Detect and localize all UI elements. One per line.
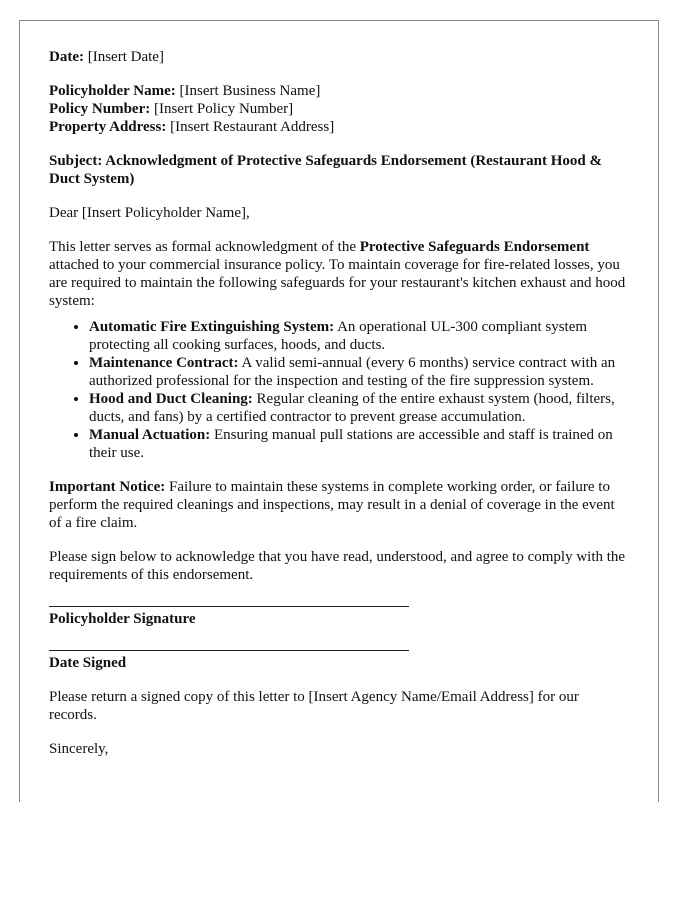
date-label: Date: [49,49,84,65]
policy-number-value: [Insert Policy Number] [150,101,294,117]
policyholder-value: [Insert Business Name] [175,83,321,99]
date-signed-line [49,650,409,651]
policyholder-signature-label: Policyholder Signature [49,611,196,627]
requirement-title: Automatic Fire Extinguishing System: [89,319,335,335]
notice-text: Failure to maintain these systems in complete working order, or failure to perform the required cleanings and inspections, may result in a denial of coverage in the event of a fire claim. [49,479,615,531]
requirement-title: Manual Actuation: [89,427,211,443]
policyholder-label: Policyholder Name: [49,83,176,99]
acknowledge-paragraph: Please sign below to acknowledge that you have read, understood, and agree to comply with the requirements of this endorsement. [49,549,626,583]
return-instructions: Please return a signed copy of this letter to [Insert Agency Name/Email Address] for our records. [49,689,579,723]
requirements-list [49,318,630,462]
date-value: [Insert Date] [83,49,164,65]
notice-label: Important Notice: [49,479,166,495]
policy-number-line [49,100,630,118]
policy-info [49,82,630,136]
date-line [49,48,630,66]
endorsement-name: Protective Safeguards Endorsement [359,239,590,255]
intro-paragraph [49,238,630,310]
list-item [89,318,630,354]
signature-line [49,606,409,607]
requirement-text: Regular cleaning of the entire exhaust system (hood, filters, ducts, and fans) by a certified contractor to prevent grease accumulation. [89,391,615,425]
property-address-label: Property Address: [49,119,167,135]
policyholder-line [49,82,630,100]
requirement-text: An operational UL-300 compliant system protecting all cooking surfaces, hoods, and ducts. [89,319,588,353]
letter-page [19,20,659,802]
list-item [89,426,630,462]
requirement-text: A valid semi-annual (every 6 months) service contract with an authorized professional for the inspection and testing of the fire suppression system. [89,355,616,389]
requirement-text: Ensuring manual pull stations are accessible and staff is trained on their use. [89,427,613,461]
closing: Sincerely, [49,741,109,757]
policy-number-label: Policy Number: [49,101,151,117]
requirement-title: Maintenance Contract: [89,355,239,371]
date-signed-label: Date Signed [49,655,127,671]
intro-text-end: attached to your commercial insurance policy. To maintain coverage for fire-related losses, you are required to maintain the following safeguards for your restaurant's kitchen exhaust and hood system: [49,257,626,309]
property-address-value: [Insert Restaurant Address] [166,119,335,135]
property-address-line [49,118,630,136]
requirement-title: Hood and Duct Cleaning: [89,391,253,407]
subject-line: Subject: Acknowledgment of Protective Safeguards Endorsement (Restaurant Hood & Duct System) [49,153,603,187]
intro-text-start: This letter serves as formal acknowledgment of the [49,239,360,255]
list-item [89,354,630,390]
important-notice [49,478,630,532]
greeting: Dear [Insert Policyholder Name], [49,205,250,221]
list-item [89,390,630,426]
